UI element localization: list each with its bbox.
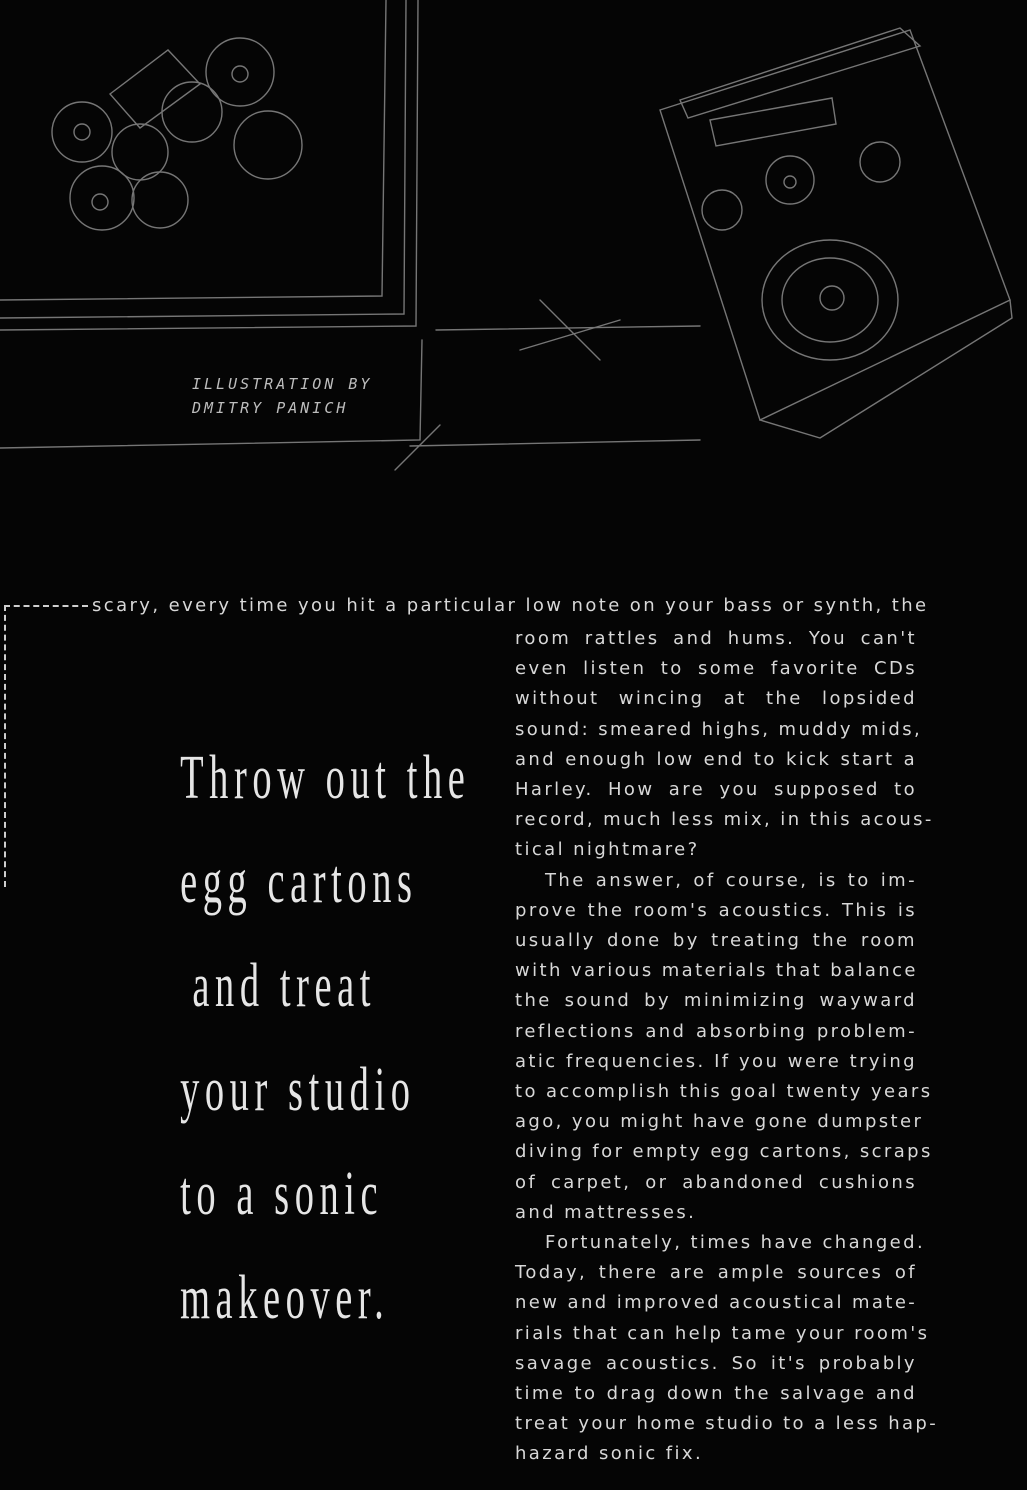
- body-line: room rattles and hums. You can't: [515, 628, 917, 649]
- body-line: new and improved acoustical mate-: [515, 1292, 918, 1314]
- pull-quote-line: and treat: [192, 952, 376, 1020]
- body-line: the sound by minimizing wayward: [515, 990, 917, 1012]
- body-line: to accomplish this goal twenty years: [515, 1081, 933, 1103]
- pull-quote-line: to a sonic: [180, 1160, 384, 1228]
- illustration-sketch: [0, 0, 1027, 560]
- body-line: diving for empty egg cartons, scraps: [515, 1141, 933, 1163]
- body-line: treat your home studio to a less hap-: [515, 1413, 939, 1435]
- pull-quote: [60, 740, 471, 1364]
- pull-quote-line: your studio: [180, 1056, 416, 1124]
- pull-quote-line: makeover.: [180, 1264, 390, 1332]
- body-line: Harley. How are you supposed to: [515, 779, 917, 801]
- illustration-credit: [192, 372, 372, 420]
- body-line: The answer, of course, is to im-: [545, 869, 917, 891]
- body-line: hazard sonic fix.: [515, 1443, 704, 1465]
- body-line: savage acoustics. So it's probably: [515, 1352, 917, 1374]
- credit-line-1: ILLUSTRATION BY: [192, 375, 373, 393]
- pull-quote-line: Throw out the: [180, 744, 471, 812]
- body-line: even listen to some favorite CDs: [515, 658, 917, 680]
- credit-line-2: DMITRY PANICH: [192, 399, 349, 417]
- body-line: rials that can help tame your room's: [515, 1322, 930, 1344]
- body-line: and enough low end to kick start a: [515, 748, 917, 770]
- body-line: usually done by treating the room: [515, 930, 917, 952]
- body-column: [515, 624, 939, 1470]
- body-line: Fortunately, times have changed.: [545, 1232, 926, 1254]
- body-line: Today, there are ample sources of: [515, 1262, 917, 1284]
- body-line: record, much less mix, in this acous-: [515, 809, 934, 831]
- body-line: reflections and absorbing problem-: [515, 1020, 917, 1042]
- body-line: time to drag down the salvage and: [515, 1383, 917, 1405]
- body-line: and mattresses.: [515, 1201, 697, 1223]
- body-line: sound: smeared highs, muddy mids,: [515, 718, 923, 740]
- body-line: prove the room's acoustics. This is: [515, 899, 917, 921]
- body-line: atic frequencies. If you were trying: [515, 1050, 917, 1072]
- body-first-line: scary, every time you hit a particular low note on your bass or synth, the: [92, 595, 929, 616]
- body-line: with various materials that balance: [515, 960, 918, 982]
- body-line: tical nightmare?: [515, 839, 700, 861]
- body-line: without wincing at the lopsided: [515, 688, 917, 710]
- body-line: ago, you might have gone dumpster: [515, 1111, 924, 1133]
- body-line: of carpet, or abandoned cushions: [515, 1171, 917, 1193]
- pull-quote-line: egg cartons: [180, 848, 418, 916]
